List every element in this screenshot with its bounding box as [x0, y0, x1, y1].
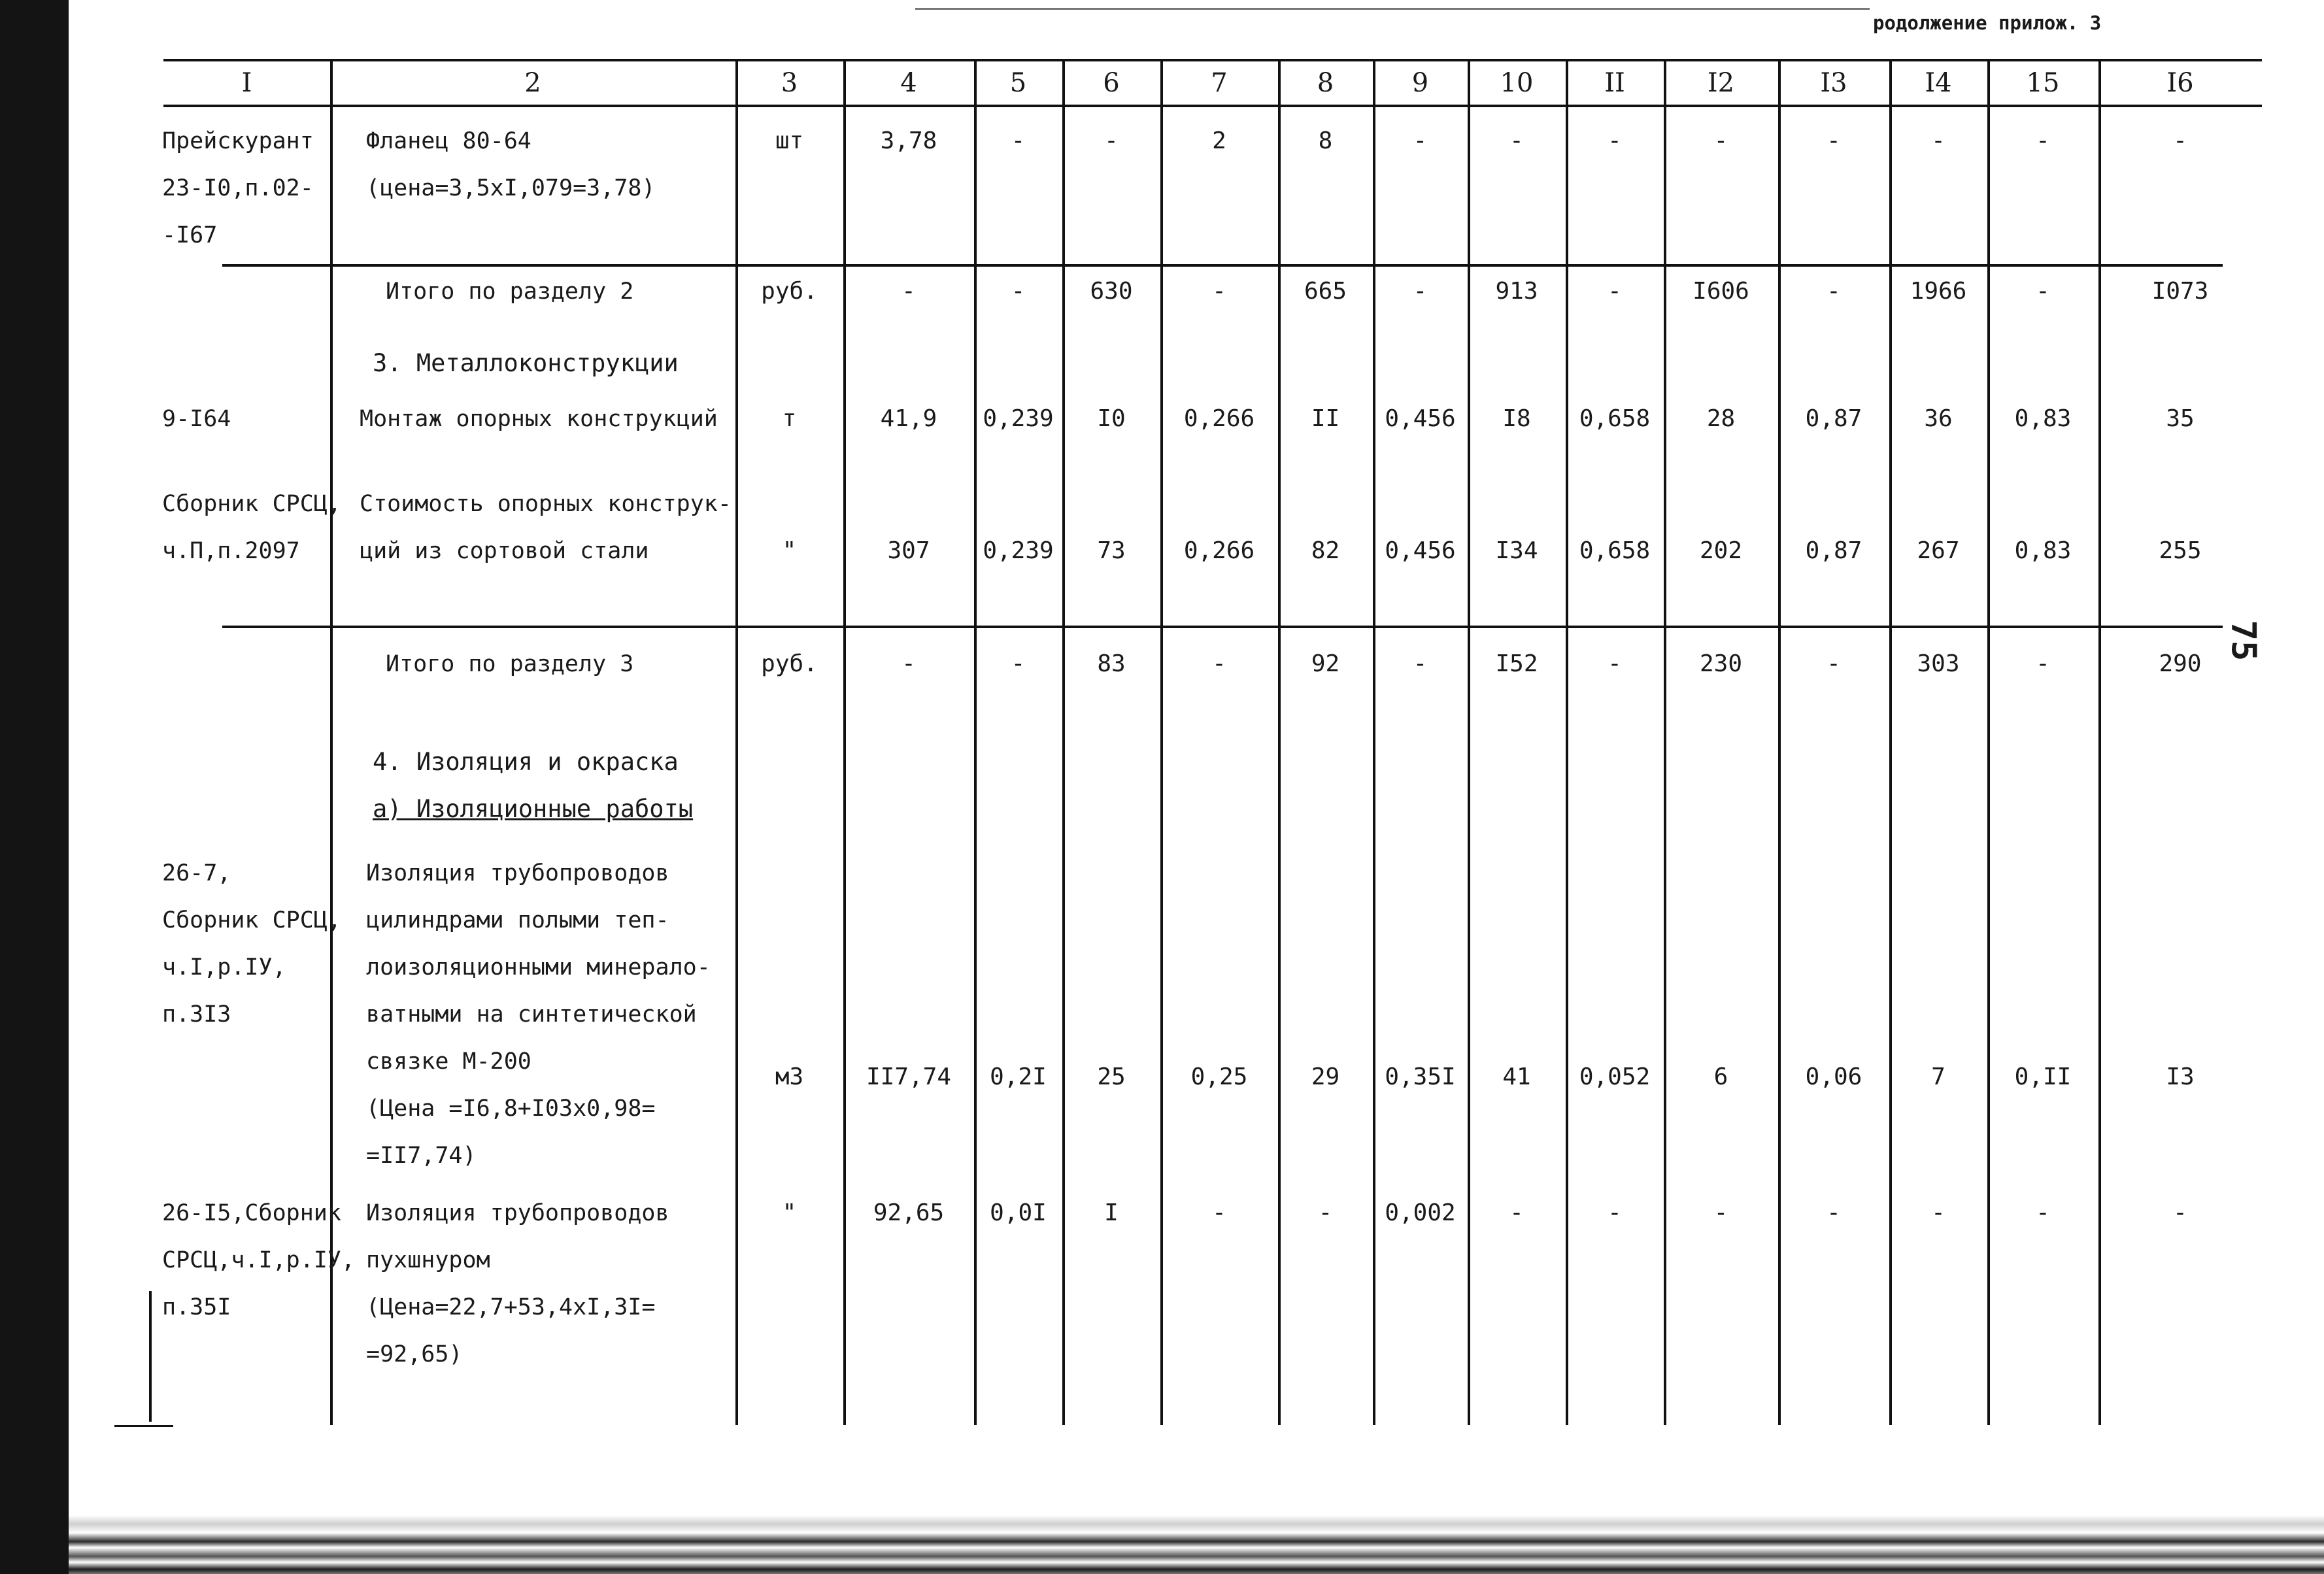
column-header: I4: [1925, 68, 1952, 98]
description-line: Итого по разделу 2: [386, 278, 634, 305]
row-reference: [162, 395, 231, 443]
reference-line: СРСЦ,ч.I,р.IУ,: [162, 1247, 356, 1273]
reference-line: п.3I3: [162, 1001, 231, 1028]
value-cell: I52: [1495, 650, 1538, 677]
scan-bottom-border: [69, 1515, 2324, 1574]
value-cell: -: [1011, 278, 1026, 305]
value-cell: 0,052: [1579, 1063, 1651, 1090]
description-line: цилиндрами полыми теп-: [366, 907, 669, 933]
value-cell: 255: [2159, 537, 2202, 564]
description-line: =II7,74): [366, 1143, 477, 1169]
value-cell: 83: [1097, 650, 1126, 677]
value-cell: -: [1608, 278, 1622, 305]
column-header: 8: [1317, 68, 1334, 98]
value-cell: 0,0I: [990, 1199, 1047, 1226]
value-cell: -: [1413, 650, 1428, 677]
value-cell: 2: [1212, 127, 1226, 154]
description-line: (цена=3,5хI,079=3,78): [366, 175, 656, 201]
value-cell: I0: [1097, 405, 1126, 432]
row-description: [366, 1190, 669, 1378]
value-cell: 92,65: [873, 1199, 945, 1226]
reference-line: Сборник СРСЦ,: [162, 491, 341, 517]
value-cell: 3,78: [880, 127, 937, 154]
value-cell: 35: [2166, 405, 2195, 432]
value-cell: 25: [1097, 1063, 1126, 1090]
value-cell: 202: [1699, 537, 1743, 564]
value-cell: I: [1104, 1199, 1119, 1226]
value-cell: 307: [887, 537, 930, 564]
value-cell: -: [1104, 127, 1119, 154]
value-cell: 0,87: [1805, 405, 1862, 432]
value-cell: -: [1212, 650, 1226, 677]
column-header: I2: [1707, 68, 1735, 98]
column-header: I: [241, 68, 252, 98]
value-cell: 29: [1311, 1063, 1340, 1090]
description-line: лоизоляционными минерало-: [366, 954, 711, 980]
reference-line: -I67: [162, 222, 218, 248]
value-cell: -: [1318, 1199, 1333, 1226]
value-cell: -: [2036, 127, 2050, 154]
row-description: [386, 268, 633, 315]
column-header: 2: [524, 68, 541, 98]
value-cell: -: [1827, 127, 1841, 154]
row-unit: руб.: [761, 650, 818, 677]
continuation-note: родолжение прилож. 3: [1873, 12, 2102, 34]
description-line: Изоляция трубопроводов: [366, 1200, 669, 1226]
value-cell: -: [1011, 650, 1026, 677]
value-cell: 303: [1917, 650, 1960, 677]
value-cell: 28: [1706, 405, 1736, 432]
value-cell: 7: [1931, 1063, 1945, 1090]
value-cell: 0,83: [2014, 405, 2072, 432]
value-cell: 290: [2159, 650, 2202, 677]
scan-left-border: [0, 0, 69, 1574]
value-cell: I606: [1692, 278, 1749, 305]
row-reference: [162, 118, 314, 259]
row-reference: [162, 480, 341, 575]
value-cell: -: [1509, 127, 1524, 154]
value-cell: 82: [1311, 537, 1340, 564]
value-cell: 0,658: [1579, 405, 1651, 432]
reference-line: п.35I: [162, 1294, 231, 1320]
value-cell: -: [1413, 127, 1428, 154]
description-line: связке М-200: [366, 1048, 531, 1075]
reference-line: 23-I0,п.02-: [162, 175, 314, 201]
column-header: 6: [1103, 68, 1120, 98]
description-line: Изоляция трубопроводов: [366, 860, 669, 886]
reference-line: ч.П,п.2097: [162, 538, 300, 564]
value-cell: -: [1212, 1199, 1226, 1226]
value-cell: 0,266: [1183, 405, 1255, 432]
value-cell: 0,239: [983, 405, 1054, 432]
value-cell: 0,456: [1385, 405, 1456, 432]
value-cell: 0,35I: [1385, 1063, 1456, 1090]
value-cell: -: [1827, 1199, 1841, 1226]
column-header: 5: [1009, 68, 1027, 98]
value-cell: 73: [1097, 537, 1126, 564]
value-cell: -: [2173, 127, 2187, 154]
value-cell: -: [1931, 127, 1945, 154]
column-header: 4: [900, 68, 917, 98]
value-cell: 8: [1318, 127, 1333, 154]
value-cell: 92: [1311, 650, 1340, 677]
reference-line: Прейскурант: [162, 128, 314, 154]
row-unit: ": [782, 1199, 797, 1226]
row-unit: руб.: [761, 278, 818, 305]
row-unit: шт: [775, 127, 804, 154]
value-cell: I073: [2151, 278, 2209, 305]
row-unit: ": [782, 537, 797, 564]
section-rule: [222, 264, 2223, 267]
value-cell: II: [1311, 405, 1340, 432]
row-description: [366, 118, 656, 212]
top-rule: [915, 8, 1870, 10]
description-line: Стоимость опорных конструк-: [360, 491, 732, 517]
column-header: 3: [781, 68, 798, 98]
row-description: [366, 850, 711, 1179]
row-description: [386, 641, 633, 688]
description-line: (Цена =I6,8+I03х0,98=: [366, 1096, 656, 1122]
value-cell: -: [1509, 1199, 1524, 1226]
column-header: I6: [2166, 68, 2194, 98]
column-header: 10: [1500, 68, 1534, 98]
value-cell: -: [2036, 278, 2050, 305]
value-cell: 0,002: [1385, 1199, 1456, 1226]
value-cell: 36: [1924, 405, 1953, 432]
value-cell: 0,II: [2014, 1063, 2072, 1090]
value-cell: -: [1713, 127, 1728, 154]
reference-line: 26-7,: [162, 860, 231, 886]
value-cell: 0,06: [1805, 1063, 1862, 1090]
value-cell: -: [901, 650, 916, 677]
value-cell: 913: [1495, 278, 1538, 305]
value-cell: -: [2173, 1199, 2187, 1226]
value-cell: 267: [1917, 537, 1960, 564]
value-cell: 0,456: [1385, 537, 1456, 564]
description-line: ватными на синтетической: [366, 1001, 697, 1028]
reference-line: 9-I64: [162, 406, 231, 432]
value-cell: 0,87: [1805, 537, 1862, 564]
page-number: 75: [2223, 620, 2263, 661]
description-line: 4. Изоляция и окраска: [373, 748, 679, 776]
description-line: Итого по разделу 3: [386, 651, 634, 677]
left-margin-mark: [149, 1291, 152, 1422]
column-header: I3: [1820, 68, 1847, 98]
table-foot-mark: [114, 1425, 173, 1427]
value-cell: 41: [1502, 1063, 1531, 1090]
value-cell: -: [2036, 1199, 2050, 1226]
row-reference: [162, 850, 341, 1038]
value-cell: 0,2I: [990, 1063, 1047, 1090]
value-cell: I8: [1502, 405, 1531, 432]
value-cell: 41,9: [880, 405, 937, 432]
value-cell: -: [1827, 650, 1841, 677]
value-cell: 1966: [1910, 278, 1967, 305]
value-cell: -: [2036, 650, 2050, 677]
value-cell: -: [901, 278, 916, 305]
value-cell: -: [1608, 650, 1622, 677]
reference-line: Сборник СРСЦ,: [162, 907, 341, 933]
section-heading: [373, 739, 693, 833]
value-cell: I34: [1495, 537, 1538, 564]
value-cell: 6: [1713, 1063, 1728, 1090]
value-cell: -: [1931, 1199, 1945, 1226]
section-rule: [222, 626, 2223, 628]
reference-line: 26-I5,Сборник: [162, 1200, 341, 1226]
description-line: Фланец 80-64: [366, 128, 531, 154]
value-cell: 0,658: [1579, 537, 1651, 564]
value-cell: II7,74: [866, 1063, 952, 1090]
value-cell: -: [1608, 1199, 1622, 1226]
value-cell: 0,83: [2014, 537, 2072, 564]
value-cell: -: [1827, 278, 1841, 305]
reference-line: ч.I,р.IУ,: [162, 954, 286, 980]
description-line: Монтаж опорных конструкций: [360, 406, 718, 432]
section-heading: [373, 340, 679, 387]
value-cell: 630: [1090, 278, 1133, 305]
row-unit: м3: [775, 1063, 804, 1090]
value-cell: -: [1608, 127, 1622, 154]
row-description: [360, 480, 732, 575]
value-cell: -: [1212, 278, 1226, 305]
value-cell: 230: [1699, 650, 1743, 677]
description-line: =92,65): [366, 1341, 463, 1367]
row-unit: т: [782, 405, 797, 432]
column-header: II: [1604, 68, 1625, 98]
description-line: (Цена=22,7+53,4хI,3I=: [366, 1294, 656, 1320]
value-cell: -: [1011, 127, 1026, 154]
description-line: а) Изоляционные работы: [373, 795, 694, 823]
column-header: 7: [1211, 68, 1228, 98]
value-cell: 665: [1304, 278, 1347, 305]
row-description: [360, 395, 718, 443]
description-line: 3. Металлоконструкции: [373, 349, 679, 377]
value-cell: -: [1413, 278, 1428, 305]
value-cell: 0,239: [983, 537, 1054, 564]
value-cell: 0,25: [1190, 1063, 1248, 1090]
row-reference: [162, 1190, 355, 1331]
value-cell: 0,266: [1183, 537, 1255, 564]
value-cell: I3: [2166, 1063, 2195, 1090]
value-cell: -: [1713, 1199, 1728, 1226]
description-line: ций из сортовой стали: [360, 538, 649, 564]
column-header: 9: [1411, 68, 1429, 98]
description-line: пухшнуром: [366, 1247, 490, 1273]
column-header: 15: [2026, 68, 2060, 98]
